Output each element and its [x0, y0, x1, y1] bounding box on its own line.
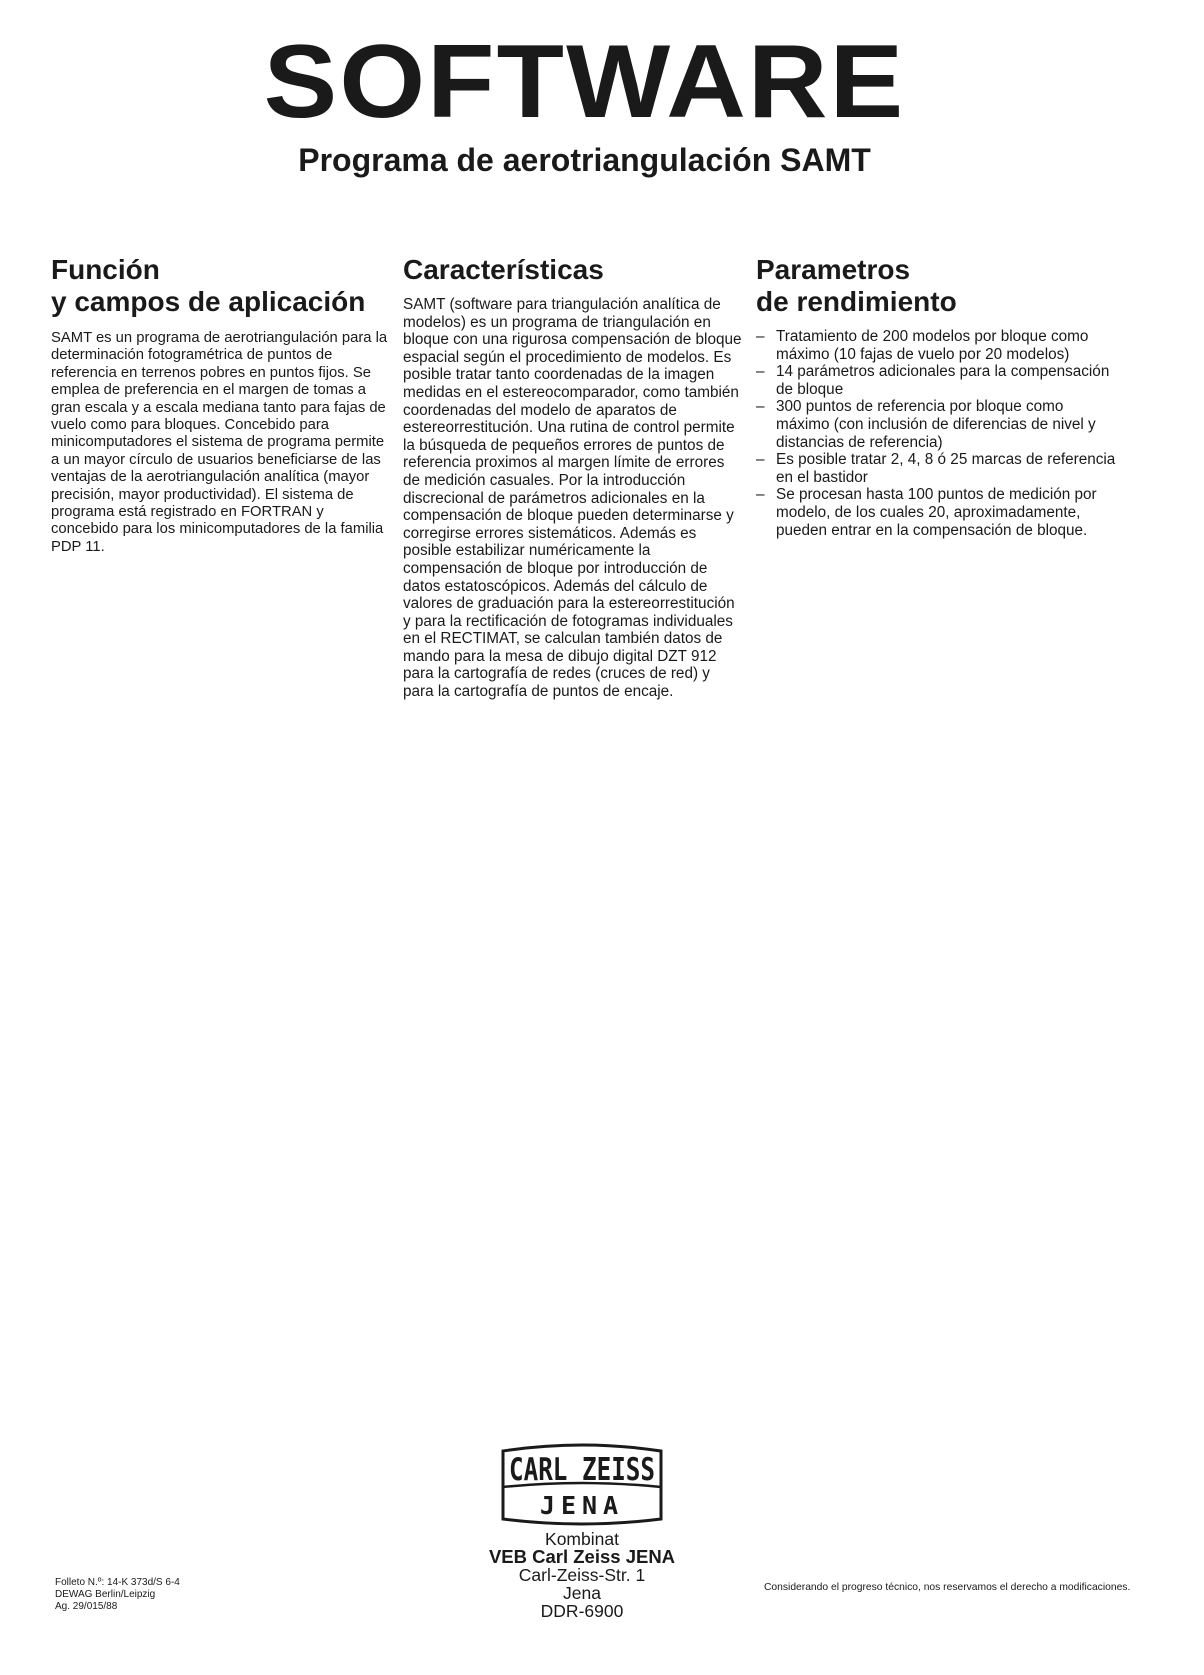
brochure-info: [55, 1577, 295, 1613]
performance-column: [756, 254, 1116, 539]
disclaimer: Considerando el progreso técnico, nos reservamos el derecho a modificaciones.: [764, 1582, 1131, 1593]
logo-top-text: CARL ZEISS: [509, 1452, 655, 1488]
print-code: Ag. 29/015/88: [55, 1601, 118, 1612]
brochure-number: Folleto N.º: 14-K 373d/S 6-4: [55, 1577, 180, 1588]
company-postcode: DDR-6900: [540, 1601, 624, 1621]
list-item: – 14 parámetros adicionales para la compensación de bloque: [756, 363, 1116, 398]
company-city: Jena: [563, 1583, 601, 1603]
page-title: SOFTWARE: [263, 24, 906, 140]
list-item: – Tratamiento de 200 modelos por bloque como máximo (10 fajas de vuelo por 20 modelos): [756, 328, 1116, 363]
function-column: [51, 254, 391, 556]
logo-bottom-text: JENA: [539, 1491, 625, 1520]
list-item: – Se procesan hasta 100 puntos de medición por modelo, de los cuales 20, aproximadamente, pueden entrar en la compensación de bloque.: [756, 486, 1116, 539]
performance-heading-line2: de rendimiento: [756, 286, 957, 317]
features-body: SAMT (software para triangulación analítica de modelos) es un programa de triangulación en bloque con una rigurosa compensación de bloque espacial según el procedimiento de modelos. Es posible tratar tanto coordenadas de la imagen medidas en el estereocomparador, como también coordenadas del modelo de aparatos de estereorrestitución. Una rutina de control permite la búsqueda de pequeños errores de puntos de referencia proximos al margen límite de errores de medición casuales. Por la introducción discrecional de parámetros adicionales en la compensación de bloque pueden determinarse y corregirse errores sistemáticos. Además es posible estabilizar numéricamente la compensación de bloque por introducción de datos estatoscópicos. Además del cálculo de valores de graduación para la estereorrestitución y para la rectificación de fotogramas individuales en el RECTIMAT, se calculan también datos de mando para la mesa de dibujo digital DZT 912 para la cartografía de redes (cruces de red) y para la cartografía de puntos de encaje.: [403, 296, 742, 701]
performance-heading-line1: Parametros: [756, 254, 911, 285]
company-address: [450, 1530, 714, 1620]
function-heading-line1: Función: [51, 254, 160, 285]
features-column: [403, 254, 743, 701]
performance-heading: [756, 254, 1116, 318]
printer-info: DEWAG Berlin/Leipzig: [55, 1589, 156, 1600]
function-heading-line2: y campos de aplicación: [51, 286, 366, 317]
company-line1: Kombinat: [545, 1529, 619, 1549]
company-street: Carl-Zeiss-Str. 1: [518, 1565, 646, 1585]
features-heading: Características: [403, 254, 604, 285]
function-body: SAMT es un programa de aerotriangulación para la determinación fotogramétrica de puntos de referencia en terrenos pobres en puntos fijos. Se emplea de preferencia en el margen de tomas a gran escala y a escala mediana tanto para fajas de vuelo como para bloques. Concebido para minicomputadores el sistema de programa permite a un mayor círculo de usuarios beneficiarse de las ventajas de la aerotriangulación analítica (mayor precisión, mayor productividad). El sistema de programa está registrado en FORTRAN y concebido para los minicomputadores de la familia PDP 11.: [51, 330, 388, 555]
carl-zeiss-logo: [497, 1443, 667, 1527]
company-name: VEB Carl Zeiss JENA: [488, 1546, 676, 1567]
performance-list: [756, 328, 1116, 539]
page-subtitle: Programa de aerotriangulación SAMT: [298, 142, 871, 178]
list-item: – Es posible tratar 2, 4, 8 ó 25 marcas de referencia en el bastidor: [756, 451, 1116, 486]
list-item: – 300 puntos de referencia por bloque como máximo (con inclusión de diferencias de nivel y distancias de referencia): [756, 398, 1116, 451]
function-heading: [51, 254, 391, 318]
